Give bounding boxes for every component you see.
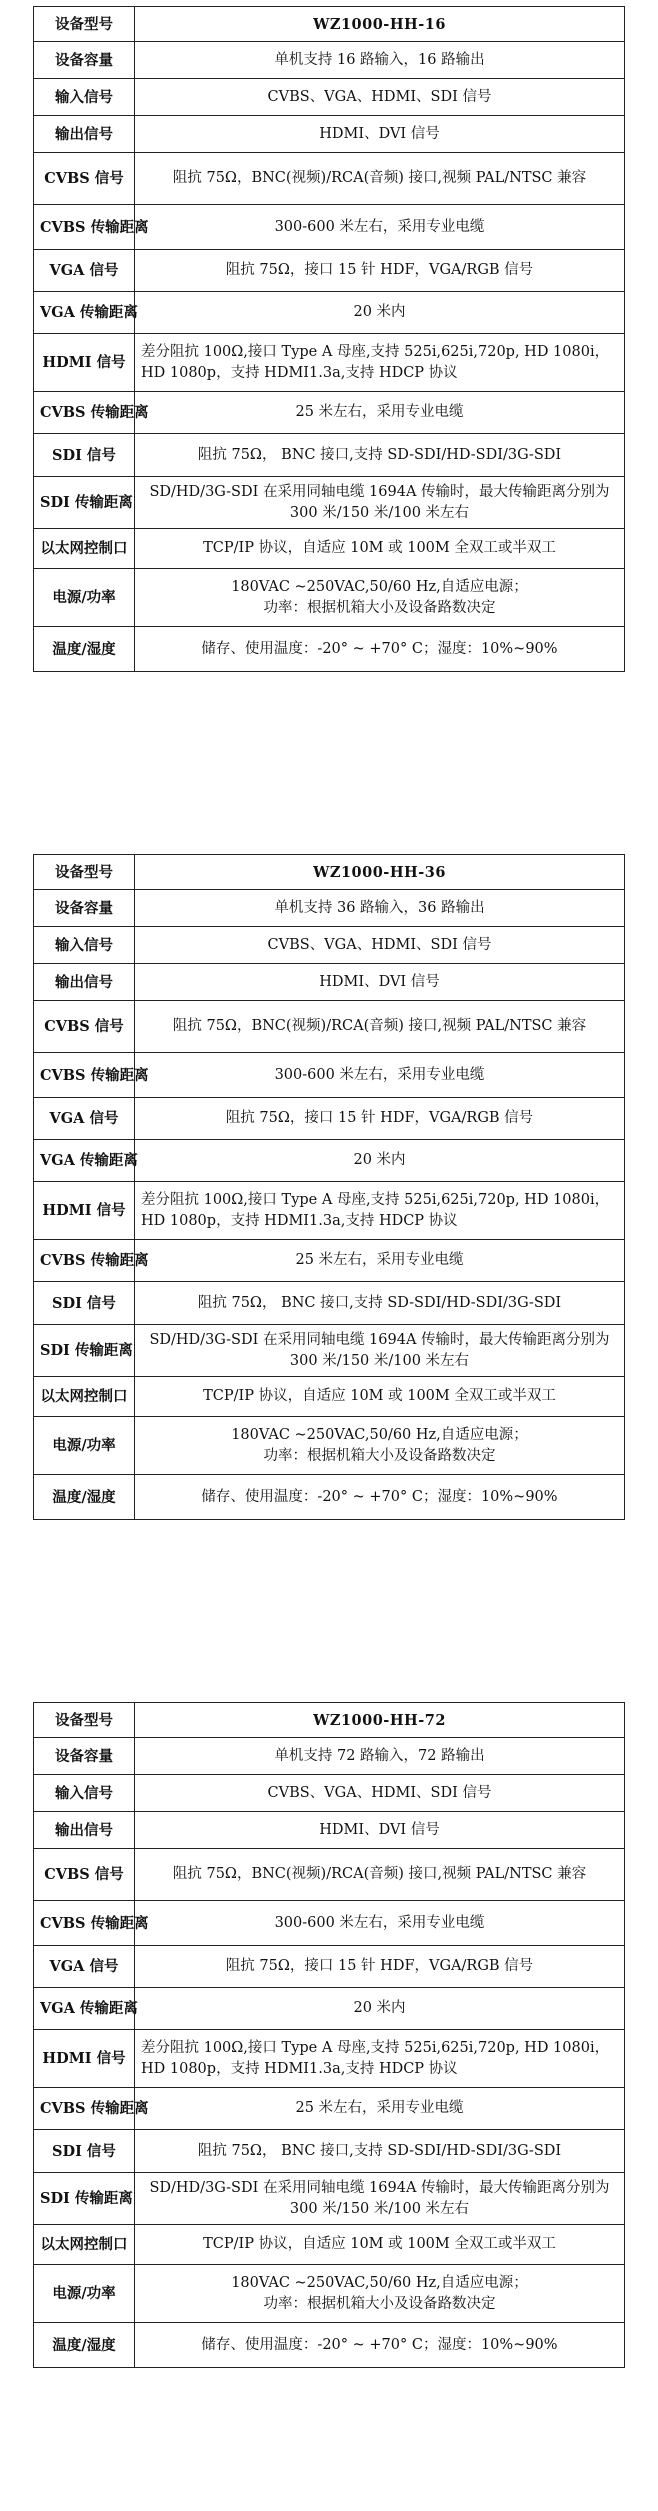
row-label: CVBS 传输距离 (34, 1240, 135, 1282)
model-value: WZ1000-HH-36 (135, 855, 625, 890)
table-row (34, 1282, 625, 1325)
row-label: VGA 传输距离 (34, 292, 135, 334)
table-row (34, 855, 625, 890)
row-value: 阻抗 75Ω，接口 15 针 HDF，VGA/RGB 信号 (135, 1098, 625, 1140)
table-row (34, 1140, 625, 1182)
table-row (34, 434, 625, 477)
table-row (34, 569, 625, 627)
table-row (34, 890, 625, 927)
table-row (34, 927, 625, 964)
table-row (34, 153, 625, 205)
row-label: CVBS 传输距离 (34, 1901, 135, 1946)
row-label: 以太网控制口 (34, 2225, 135, 2265)
row-label: 温度/湿度 (34, 1475, 135, 1520)
row-value (135, 2265, 625, 2323)
row-value: TCP/IP 协议，自适应 10M 或 100M 全双工或半双工 (135, 529, 625, 569)
row-value: 阻抗 75Ω，BNC(视频)/RCA(音频) 接口,视频 PAL/NTSC 兼容 (135, 1849, 625, 1901)
row-label: VGA 信号 (34, 1946, 135, 1988)
row-label: 以太网控制口 (34, 529, 135, 569)
row-value: 储存、使用温度：-20° ~ +70° C；湿度：10%~90% (135, 1475, 625, 1520)
row-value: HDMI、DVI 信号 (135, 1812, 625, 1849)
row-label: CVBS 传输距离 (34, 1053, 135, 1098)
row-label: CVBS 传输距离 (34, 205, 135, 250)
power-line-2: 功率：根据机箱大小及设备路数决定 (263, 599, 496, 616)
row-value: CVBS、VGA、HDMI、SDI 信号 (135, 927, 625, 964)
row-label: VGA 传输距离 (34, 1140, 135, 1182)
table-row (34, 1703, 625, 1738)
row-label: VGA 信号 (34, 1098, 135, 1140)
row-value: CVBS、VGA、HDMI、SDI 信号 (135, 79, 625, 116)
table-row (34, 964, 625, 1001)
row-label: HDMI 信号 (34, 2030, 135, 2088)
row-value: 阻抗 75Ω，接口 15 针 HDF，VGA/RGB 信号 (135, 250, 625, 292)
row-value: 300-600 米左右，采用专业电缆 (135, 205, 625, 250)
table-row (34, 1775, 625, 1812)
row-value: 差分阻抗 100Ω,接口 Type A 母座,支持 525i,625i,720p, HD 1080i，HD 1080p，支持 HDMI1.3a,支持 HDCP 协议 (135, 334, 625, 392)
row-label: 以太网控制口 (34, 1377, 135, 1417)
row-label: CVBS 传输距离 (34, 2088, 135, 2130)
row-label: CVBS 信号 (34, 1001, 135, 1053)
row-value: 阻抗 75Ω， BNC 接口,支持 SD-SDI/HD-SDI/3G-SDI (135, 1282, 625, 1325)
row-value: TCP/IP 协议，自适应 10M 或 100M 全双工或半双工 (135, 2225, 625, 2265)
table-row (34, 1377, 625, 1417)
model-value: WZ1000-HH-72 (135, 1703, 625, 1738)
row-value: 阻抗 75Ω，BNC(视频)/RCA(音频) 接口,视频 PAL/NTSC 兼容 (135, 1001, 625, 1053)
table-row (34, 2130, 625, 2173)
spec-table-16 (33, 6, 625, 672)
spec-table-36 (33, 854, 625, 1520)
row-value: 25 米左右，采用专业电缆 (135, 1240, 625, 1282)
table-row (34, 2265, 625, 2323)
power-line-1: 180VAC ~250VAC,50/60 Hz,自适应电源； (231, 2274, 528, 2291)
row-label: CVBS 信号 (34, 153, 135, 205)
row-label: HDMI 信号 (34, 1182, 135, 1240)
row-label: CVBS 信号 (34, 1849, 135, 1901)
row-value: 25 米左右，采用专业电缆 (135, 2088, 625, 2130)
row-value: 阻抗 75Ω，BNC(视频)/RCA(音频) 接口,视频 PAL/NTSC 兼容 (135, 153, 625, 205)
table-row (34, 2225, 625, 2265)
row-label: SDI 传输距离 (34, 477, 135, 529)
table-row (34, 250, 625, 292)
row-value: 300-600 米左右，采用专业电缆 (135, 1901, 625, 1946)
row-value (135, 569, 625, 627)
table-row (34, 1053, 625, 1098)
table-row (34, 2030, 625, 2088)
row-value: 20 米内 (135, 1140, 625, 1182)
row-label: 温度/湿度 (34, 2323, 135, 2368)
table-row (34, 1001, 625, 1053)
spec-table-72 (33, 1702, 625, 2368)
table-row (34, 1417, 625, 1475)
row-label: SDI 传输距离 (34, 2173, 135, 2225)
table-row (34, 477, 625, 529)
row-label: 输入信号 (34, 1775, 135, 1812)
table-row (34, 2323, 625, 2368)
power-line-2: 功率：根据机箱大小及设备路数决定 (263, 1447, 496, 1464)
row-label: 设备型号 (34, 855, 135, 890)
row-label: 输入信号 (34, 79, 135, 116)
row-value: SD/HD/3G-SDI 在采用同轴电缆 1694A 传输时，最大传输距离分别为 300 米/150 米/100 米左右 (135, 2173, 625, 2225)
power-line-2: 功率：根据机箱大小及设备路数决定 (263, 2295, 496, 2312)
row-value: 20 米内 (135, 292, 625, 334)
row-label: SDI 传输距离 (34, 1325, 135, 1377)
table-row (34, 1182, 625, 1240)
power-line-1: 180VAC ~250VAC,50/60 Hz,自适应电源； (231, 1426, 528, 1443)
power-line-1: 180VAC ~250VAC,50/60 Hz,自适应电源； (231, 578, 528, 595)
row-label: 电源/功率 (34, 1417, 135, 1475)
row-value: 阻抗 75Ω， BNC 接口,支持 SD-SDI/HD-SDI/3G-SDI (135, 434, 625, 477)
row-value: 300-600 米左右，采用专业电缆 (135, 1053, 625, 1098)
row-value: 单机支持 16 路输入，16 路输出 (135, 42, 625, 79)
row-label: SDI 信号 (34, 434, 135, 477)
row-value: 阻抗 75Ω， BNC 接口,支持 SD-SDI/HD-SDI/3G-SDI (135, 2130, 625, 2173)
row-value: 阻抗 75Ω，接口 15 针 HDF，VGA/RGB 信号 (135, 1946, 625, 1988)
row-label: 输出信号 (34, 964, 135, 1001)
table-row (34, 1475, 625, 1520)
table-row (34, 1901, 625, 1946)
table-row (34, 334, 625, 392)
row-label: CVBS 传输距离 (34, 392, 135, 434)
table-row (34, 627, 625, 672)
row-value: SD/HD/3G-SDI 在采用同轴电缆 1694A 传输时，最大传输距离分别为 300 米/150 米/100 米左右 (135, 477, 625, 529)
row-label: 设备型号 (34, 7, 135, 42)
table-row (34, 2088, 625, 2130)
table-row (34, 1738, 625, 1775)
row-label: 电源/功率 (34, 569, 135, 627)
table-row (34, 1098, 625, 1140)
row-value: 差分阻抗 100Ω,接口 Type A 母座,支持 525i,625i,720p, HD 1080i，HD 1080p，支持 HDMI1.3a,支持 HDCP 协议 (135, 2030, 625, 2088)
table-row (34, 392, 625, 434)
row-value: 20 米内 (135, 1988, 625, 2030)
table-row (34, 292, 625, 334)
row-value: HDMI、DVI 信号 (135, 964, 625, 1001)
row-label: 温度/湿度 (34, 627, 135, 672)
row-value: HDMI、DVI 信号 (135, 116, 625, 153)
table-row (34, 1946, 625, 1988)
row-label: 设备容量 (34, 1738, 135, 1775)
model-value: WZ1000-HH-16 (135, 7, 625, 42)
table-row (34, 1988, 625, 2030)
row-label: VGA 信号 (34, 250, 135, 292)
table-row (34, 1812, 625, 1849)
table-row (34, 7, 625, 42)
row-label: SDI 信号 (34, 1282, 135, 1325)
row-value: 差分阻抗 100Ω,接口 Type A 母座,支持 525i,625i,720p, HD 1080i，HD 1080p，支持 HDMI1.3a,支持 HDCP 协议 (135, 1182, 625, 1240)
table-row (34, 1849, 625, 1901)
table-row (34, 116, 625, 153)
row-label: SDI 信号 (34, 2130, 135, 2173)
row-label: VGA 传输距离 (34, 1988, 135, 2030)
row-label: 输出信号 (34, 1812, 135, 1849)
row-value: 单机支持 72 路输入，72 路输出 (135, 1738, 625, 1775)
row-value: 储存、使用温度：-20° ~ +70° C；湿度：10%~90% (135, 627, 625, 672)
row-label: 输出信号 (34, 116, 135, 153)
row-value: SD/HD/3G-SDI 在采用同轴电缆 1694A 传输时，最大传输距离分别为 300 米/150 米/100 米左右 (135, 1325, 625, 1377)
row-label: 输入信号 (34, 927, 135, 964)
table-row (34, 529, 625, 569)
table-row (34, 1325, 625, 1377)
table-row (34, 2173, 625, 2225)
row-value: 储存、使用温度：-20° ~ +70° C；湿度：10%~90% (135, 2323, 625, 2368)
table-row (34, 205, 625, 250)
row-value: 25 米左右，采用专业电缆 (135, 392, 625, 434)
row-label: 设备容量 (34, 42, 135, 79)
row-label: 设备容量 (34, 890, 135, 927)
row-value: CVBS、VGA、HDMI、SDI 信号 (135, 1775, 625, 1812)
row-label: 设备型号 (34, 1703, 135, 1738)
row-value (135, 1417, 625, 1475)
table-row (34, 79, 625, 116)
row-value: TCP/IP 协议，自适应 10M 或 100M 全双工或半双工 (135, 1377, 625, 1417)
table-row (34, 1240, 625, 1282)
row-label: HDMI 信号 (34, 334, 135, 392)
row-value: 单机支持 36 路输入，36 路输出 (135, 890, 625, 927)
table-row (34, 42, 625, 79)
row-label: 电源/功率 (34, 2265, 135, 2323)
